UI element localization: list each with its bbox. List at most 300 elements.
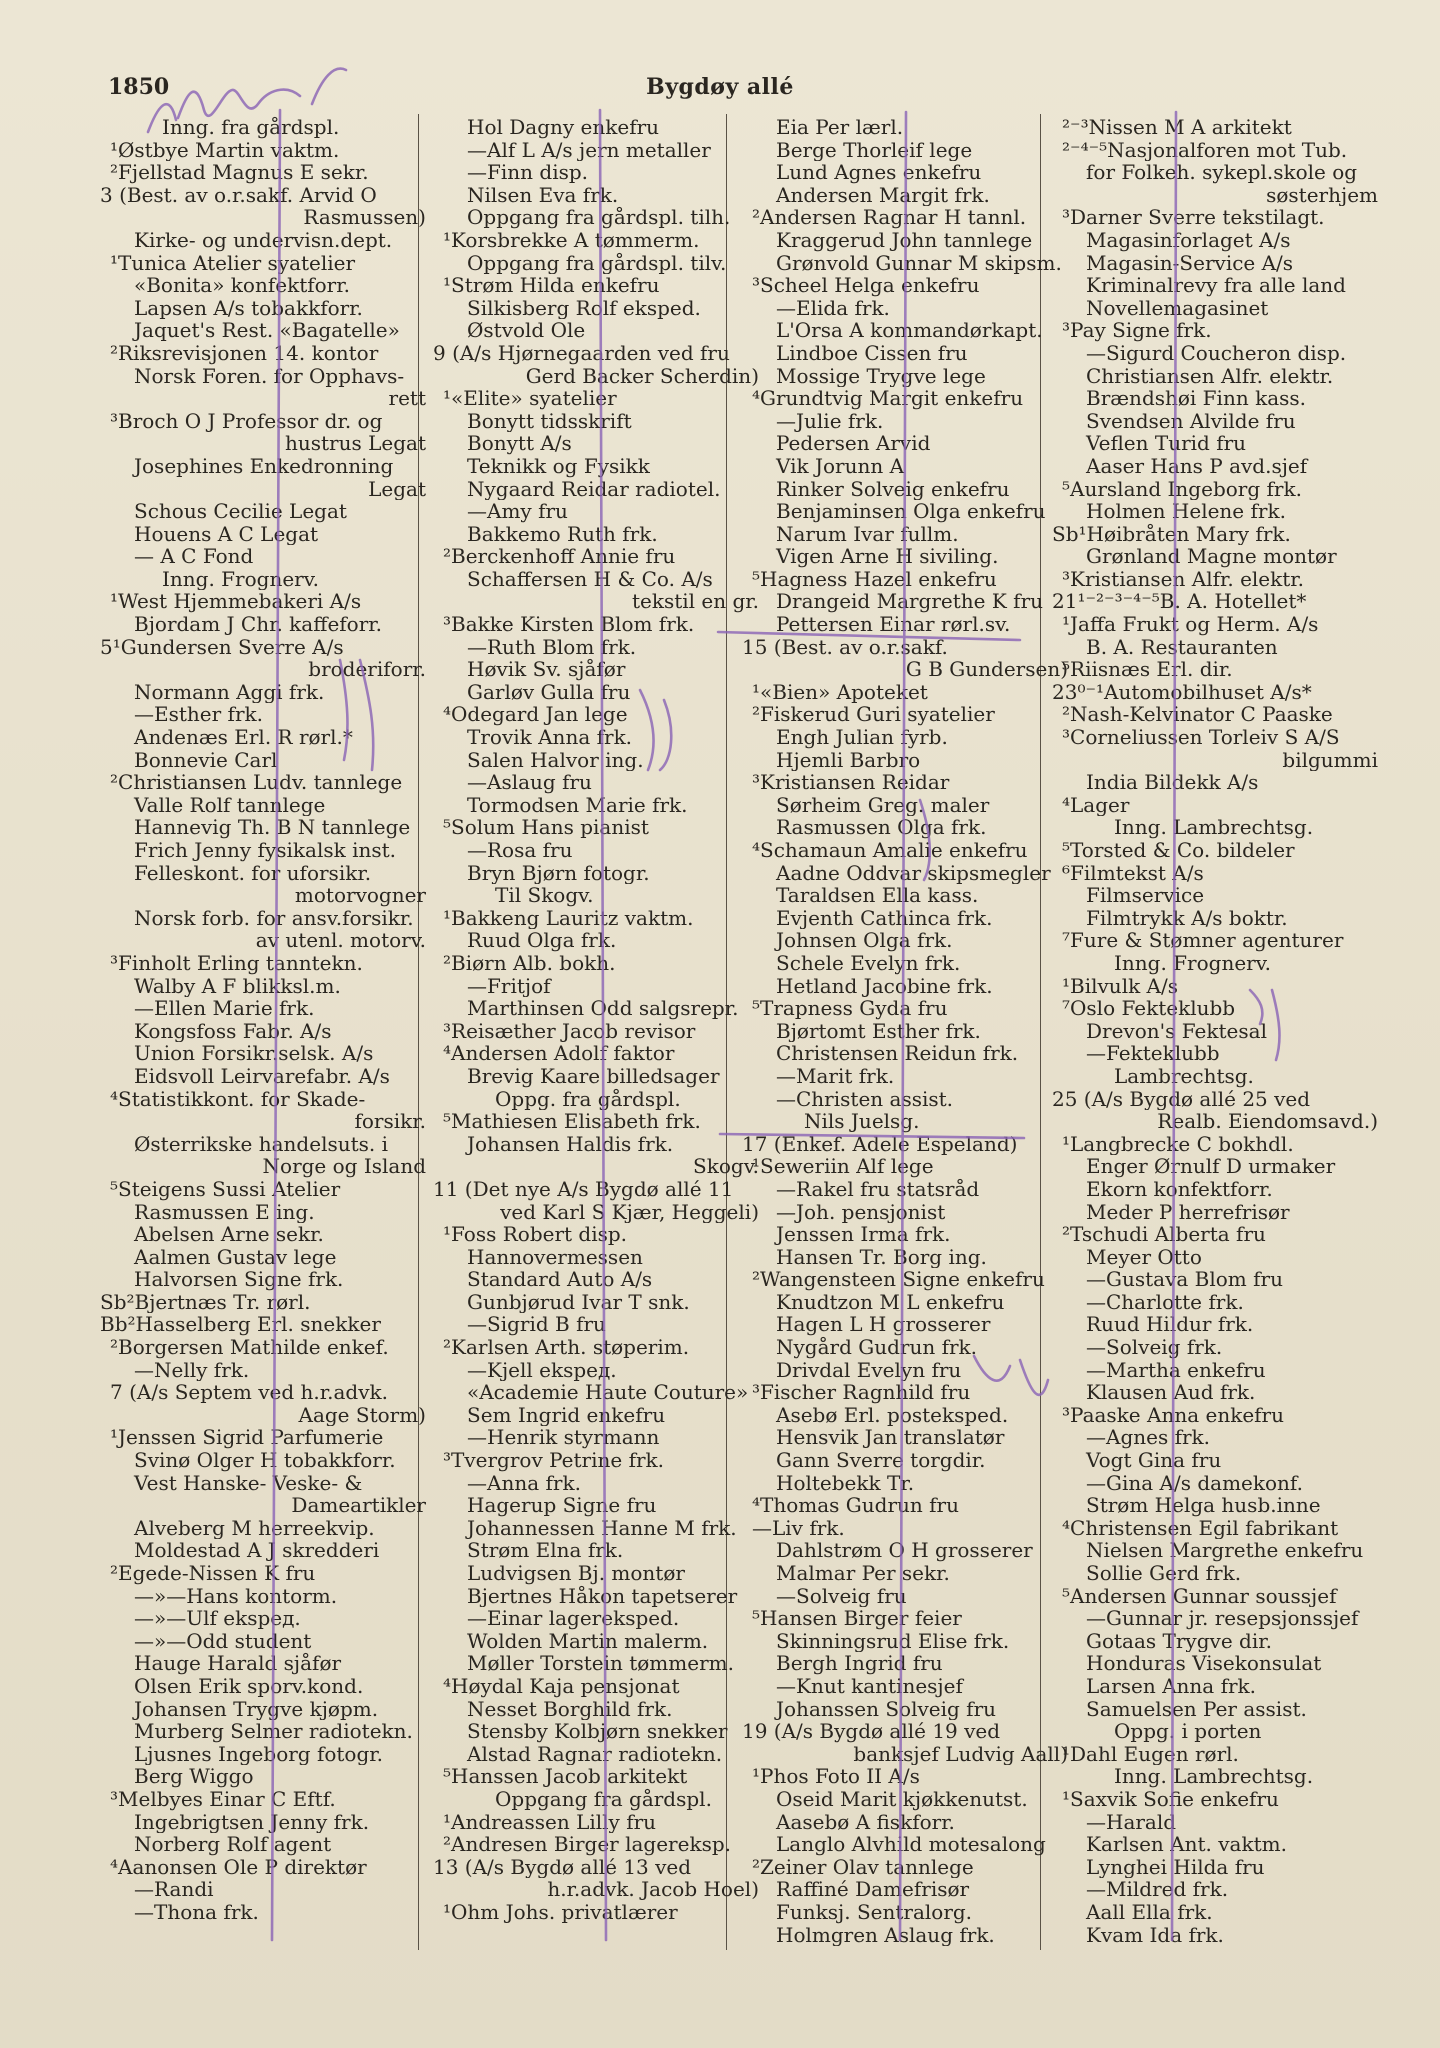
directory-entry: Lambrechtsg.	[1114, 1064, 1254, 1088]
directory-entry: ⁴Odegard Jan lege	[443, 703, 628, 727]
directory-entry: ¹Korsbrekke A tømmerm.	[443, 228, 700, 252]
directory-entry: —Solveig fru	[776, 1584, 907, 1608]
directory-entry: tekstil en gr.	[631, 590, 759, 614]
directory-entry: Houens A C Legat	[134, 522, 319, 546]
directory-entry: 17 (Enkef. Adele Espeland)	[742, 1132, 1018, 1156]
directory-entry: Kirke- og undervisn.dept.	[134, 228, 393, 252]
directory-entry: ⁵Andersen Gunnar soussjef	[1062, 1584, 1337, 1608]
directory-entry: Gann Sverre torgdir.	[776, 1449, 986, 1472]
directory-entry: Bryn Bjørn fotogr.	[467, 861, 650, 885]
directory-entry: Schele Evelyn frk.	[776, 951, 961, 975]
directory-entry: Oppgang fra gårdspl. tilv.	[467, 251, 727, 275]
directory-entry: ³Bakke Kirsten Blom frk.	[443, 613, 695, 636]
directory-entry: —Solveig frk.	[1086, 1336, 1223, 1359]
directory-entry: Bergh Ingrid fru	[776, 1652, 943, 1675]
directory-entry: ¹Saxvik Sofie enkefru	[1062, 1787, 1279, 1811]
directory-entry: ²Christiansen Ludv. tannlege	[110, 771, 403, 794]
directory-entry: Magasin-Service A/s	[1086, 251, 1294, 275]
directory-entry: Stensby Kolbjørn snekker	[467, 1720, 728, 1743]
directory-entry: —Nelly frk.	[134, 1358, 250, 1382]
directory-entry: Bjørtomt Esther frk.	[776, 1019, 981, 1043]
directory-entry: Ljusnes Ingeborg fotogr.	[134, 1742, 383, 1766]
directory-entry: —Agnes frk.	[1086, 1426, 1211, 1450]
directory-entry: —Charlotte frk.	[1086, 1290, 1244, 1314]
directory-entry: av utenl. motorv.	[255, 929, 426, 952]
directory-entry: Samuelsen Per assist.	[1086, 1697, 1307, 1721]
directory-entry: Holtebekk Tr.	[776, 1471, 915, 1495]
directory-entry: Felleskont. for uforsikr.	[134, 861, 372, 885]
directory-entry: G B Gundersen)	[905, 658, 1068, 681]
directory-entry: motorvogner	[294, 884, 426, 907]
directory-entry: ²Karlsen Arth. støperim.	[443, 1336, 690, 1359]
directory-entry: Magasinforlaget A/s	[1086, 228, 1291, 252]
directory-entry: —Gustava Blom fru	[1086, 1268, 1283, 1291]
directory-entry: —Finn disp.	[467, 161, 589, 184]
directory-entry: Grønland Magne montør	[1086, 545, 1337, 568]
directory-entry: bilgummi	[1282, 748, 1378, 772]
directory-entry: Sem Ingrid enkefru	[467, 1403, 666, 1427]
directory-entry: India Bildekk A/s	[1086, 771, 1259, 794]
directory-entry: Bonytt A/s	[467, 432, 572, 455]
directory-entry: ²Andresen Birger lagereksp.	[443, 1833, 731, 1856]
directory-entry: Inng. fra gårdspl.	[162, 116, 340, 139]
directory-entry: —Marit frk.	[776, 1064, 895, 1088]
directory-entry: Kvam Ida frk.	[1086, 1923, 1224, 1946]
directory-entry: Evjenth Cathinca frk.	[776, 906, 993, 930]
directory-entry: Norberg Rolf agent	[134, 1833, 332, 1856]
directory-entry: Hjemli Barbro	[776, 748, 921, 772]
directory-entry: Nilsen Eva frk.	[467, 183, 619, 207]
directory-entry: Union Forsikr.selsk. A/s	[134, 1042, 374, 1065]
directory-entry: —Liv frk.	[752, 1516, 845, 1540]
directory-entry: Larsen Anna frk.	[1086, 1674, 1257, 1698]
directory-entry: Silkisberg Rolf eksped.	[467, 296, 701, 320]
directory-entry: —»—Ulf ekspeд.	[134, 1607, 301, 1630]
directory-entry: ³Darner Sverre tekstilagt.	[1062, 206, 1325, 229]
directory-entry: Meyer Otto	[1086, 1245, 1202, 1269]
directory-entry: Johannessen Hanne M frk.	[467, 1516, 737, 1540]
directory-entry: Salen Halvor ing.	[467, 748, 644, 772]
directory-entry: ¹«Elite» syatelier	[443, 387, 617, 410]
directory-entry: Filmservice	[1086, 884, 1205, 907]
directory-entry: Svinø Olger H tobakkforr.	[134, 1449, 396, 1472]
directory-entry: «Bonita» konfektforr.	[134, 274, 350, 297]
directory-entry: Schous Cecilie Legat	[134, 500, 347, 523]
directory-entry: ³Kristiansen Reidar	[752, 771, 950, 794]
directory-entry: —Kjell ekspeд.	[467, 1358, 617, 1382]
directory-column-2	[433, 116, 763, 1946]
directory-entry: ¹West Hjemmebakeri A/s	[110, 590, 362, 614]
directory-entry: Andersen Margit frk.	[776, 183, 990, 207]
directory-entry: Ludvigsen Bj. montør	[467, 1562, 685, 1585]
directory-entry: Skinningsrud Elise frk.	[776, 1629, 1010, 1653]
directory-entry: ⁷Oslo Fekteklubb	[1062, 997, 1236, 1020]
directory-entry: Garløv Gulla fru	[467, 680, 631, 704]
directory-entry: ⁴Schamaun Amalie enkefru	[752, 839, 1028, 862]
directory-entry: — A C Fond	[134, 545, 254, 568]
directory-entry: Alveberg M herreekvip.	[134, 1516, 375, 1540]
directory-entry: Jaquet's Rest. «Bagatelle»	[134, 319, 400, 342]
directory-entry: Norsk Foren. for Opphavs-	[134, 364, 405, 388]
directory-entry: Lund Agnes enkefru	[776, 161, 982, 184]
directory-entry: ²Wangensteen Signe enkefru	[752, 1268, 1045, 1291]
directory-entry: Holmen Helene frk.	[1086, 500, 1286, 523]
directory-entry: 9 (A/s Hjørnegaarden ved fru	[433, 341, 730, 365]
directory-entry: Trovik Anna frk.	[467, 726, 633, 749]
directory-entry: h.r.advk. Jacob Hoel)	[547, 1878, 759, 1901]
directory-entry: ⁵Torsted & Co. bildeler	[1062, 839, 1295, 862]
directory-entry: ²Biørn Alb. bokh.	[443, 951, 616, 975]
directory-entry: 21¹⁻²⁻³⁻⁴⁻⁵B. A. Hotellet*	[1052, 590, 1307, 614]
directory-entry: L'Orsa A kommandørkapt.	[776, 319, 1043, 342]
directory-entry: Strøm Elna frk.	[467, 1539, 624, 1562]
directory-entry: Realb. Eiendomsavd.)	[1157, 1110, 1378, 1133]
directory-entry: Høvik Sv. sjåfør	[467, 658, 626, 681]
directory-entry: Engh Julian fyrb.	[776, 726, 948, 749]
directory-entry: Josephines Enkedronning	[134, 454, 394, 478]
directory-entry: ⁵Riisnæs Erl. dir.	[1062, 658, 1233, 681]
directory-entry: Honduras Visekonsulat	[1086, 1652, 1322, 1675]
directory-entry: Asebø Erl. posteksped.	[776, 1403, 1009, 1427]
directory-column-1	[100, 116, 430, 1946]
directory-entry: ⁴Aanonsen Ole P direktør	[110, 1855, 367, 1879]
directory-entry: ²⁻³Nissen M A arkitekt	[1062, 116, 1292, 139]
directory-entry: ²Nash-Kelvinator C Paaske	[1062, 703, 1333, 727]
directory-entry: Marthinsen Odd salgsrepr.	[467, 997, 739, 1020]
directory-entry: Kongsfoss Fabr. A/s	[134, 1019, 332, 1043]
directory-entry: ³Melbyes Einar C Eftf.	[110, 1787, 336, 1811]
directory-entry: Hauge Harald sjåfør	[134, 1652, 342, 1675]
directory-entry: Hannevig Th. B N tannlege	[134, 816, 411, 839]
directory-entry: Oppgang fra gårdspl. tilh.	[467, 206, 731, 229]
directory-entry: Hagen L H grosserer	[776, 1313, 991, 1337]
directory-entry: Vigen Arne H siviling.	[776, 545, 999, 568]
directory-entry: Hensvik Jan translatør	[776, 1426, 1005, 1450]
directory-entry: Til Skogv.	[495, 884, 594, 907]
directory-entry: Karlsen Ant. vaktm.	[1086, 1833, 1287, 1856]
directory-entry: Kraggerud John tannlege	[776, 228, 1033, 252]
directory-entry: Johansen Haldis frk.	[467, 1132, 674, 1156]
directory-entry: Oseid Marit kjøkkenutst.	[776, 1787, 1028, 1811]
directory-entry: Standard Auto A/s	[467, 1268, 653, 1291]
directory-entry: Johansen Trygve kjøpm.	[134, 1697, 379, 1721]
directory-entry: Holmgren Aslaug frk.	[776, 1923, 995, 1946]
directory-entry: Nesset Borghild frk.	[467, 1697, 673, 1721]
directory-entry: —Esther frk.	[134, 703, 263, 727]
directory-entry: Ruud Olga frk.	[467, 929, 617, 952]
directory-entry: Norge og Island	[262, 1155, 426, 1178]
directory-entry: ³Fischer Ragnhild fru	[752, 1381, 971, 1404]
directory-entry: Langlo Alvhild motesalong	[776, 1833, 1046, 1856]
directory-entry: Berg Wiggo	[134, 1765, 254, 1788]
directory-entry: Mossige Trygve lege	[776, 364, 986, 388]
directory-entry: Nils Juelsg.	[804, 1110, 920, 1133]
directory-entry: —Julie frk.	[776, 409, 884, 433]
directory-entry: Østerrikske handelsuts. i	[134, 1132, 389, 1156]
directory-entry: Christensen Reidun frk.	[776, 1042, 1019, 1065]
directory-entry: forsikr.	[354, 1110, 426, 1133]
directory-entry: ²Riksrevisjonen 14. kontor	[110, 341, 379, 365]
directory-entry: Brændshøi Finn kass.	[1086, 387, 1306, 410]
directory-entry: Ruud Hildur frk.	[1086, 1313, 1254, 1337]
directory-entry: Abelsen Arne sekr.	[134, 1223, 324, 1246]
directory-entry: ³Reisæther Jacob revisor	[443, 1019, 696, 1043]
directory-entry: Brevig Kaare billedsager	[467, 1064, 720, 1088]
directory-column-3	[742, 116, 1072, 1946]
directory-entry: Drangeid Margrethe K fru	[776, 590, 1044, 614]
directory-entry: —Einar lagereksped.	[467, 1607, 680, 1630]
directory-entry: Valle Rolf tannlege	[134, 793, 326, 817]
directory-entry: ¹Seweriin Alf lege	[752, 1155, 934, 1178]
directory-entry: Hagerup Signe fru	[467, 1494, 657, 1517]
directory-entry: ⁵Steigens Sussi Atelier	[110, 1177, 341, 1201]
directory-entry: ⁵Solum Hans pianist	[443, 816, 649, 839]
directory-entry: Sb²Bjertnæs Tr. rørl.	[100, 1290, 311, 1314]
directory-entry: Narum Ivar fullm.	[776, 522, 959, 546]
directory-entry: —Harald	[1086, 1810, 1177, 1834]
directory-entry: Strøm Helga husb.inne	[1086, 1494, 1321, 1517]
directory-entry: Aaser Hans P avd.sjef	[1086, 454, 1308, 478]
directory-entry: ⁵Hanssen Jacob arkitekt	[443, 1765, 688, 1788]
page-header	[0, 70, 1440, 110]
directory-entry: «Academie Haute Couture»	[467, 1381, 749, 1404]
directory-entry: Aalmen Gustav lege	[134, 1245, 337, 1269]
directory-entry: Inng. Frognerv.	[162, 567, 320, 591]
directory-entry: broderiforr.	[308, 658, 426, 681]
directory-entry: —Rakel fru statsråd	[776, 1177, 980, 1201]
directory-entry: ⁴Christensen Egil fabrikant	[1062, 1516, 1339, 1540]
directory-entry: søsterhjem	[1266, 183, 1378, 207]
directory-entry: —»—Odd student	[134, 1629, 312, 1653]
directory-entry: 3 (Best. av o.r.sakf. Arvid O	[100, 183, 377, 207]
directory-entry: Wolden Martin malerm.	[467, 1629, 709, 1653]
directory-entry: for Folkeh. sykepl.skole og	[1086, 161, 1358, 184]
directory-entry: ²Egede-Nissen K fru	[110, 1562, 316, 1585]
directory-entry: Rasmussen)	[303, 206, 426, 229]
directory-entry: Veflen Turid fru	[1086, 432, 1247, 455]
directory-entry: ²Berckenhoff Annie fru	[443, 545, 676, 568]
directory-entry: Gerd Backer Scherdin)	[525, 364, 759, 388]
directory-entry: Alstad Ragnar radiotekn.	[467, 1742, 723, 1766]
directory-entry: ⁴Lager	[1062, 793, 1130, 817]
directory-entry: ²⁻⁴⁻⁵Nasjonalforen mot Tub.	[1062, 138, 1348, 162]
directory-entry: Dahlstrøm O H grosserer	[776, 1539, 1033, 1562]
directory-entry: Hol Dagny enkefru	[467, 116, 660, 139]
page-title: Bygdøy allé	[646, 74, 794, 100]
directory-entry: ¹Bakkeng Lauritz vaktm.	[443, 906, 694, 930]
directory-entry: ⁵Mathiesen Elisabeth frk.	[443, 1110, 701, 1133]
directory-entry: Aall Ella frk.	[1086, 1900, 1213, 1924]
directory-entry: Oppg. i porten	[1114, 1720, 1262, 1743]
directory-entry: Hansen Tr. Borg ing.	[776, 1245, 987, 1269]
directory-entry: ⁴Grundtvig Margit enkefru	[752, 387, 1024, 410]
directory-entry: Aasebø A fiskforr.	[776, 1810, 955, 1834]
directory-entry: Drevon's Fektesal	[1086, 1019, 1267, 1043]
directory-entry: —Knut kantinesjef	[776, 1674, 963, 1698]
directory-entry: ¹Foss Robert disp.	[443, 1223, 628, 1246]
directory-entry: Skogv.	[693, 1155, 759, 1178]
directory-entry: Hannovermessen	[467, 1245, 643, 1269]
directory-entry: ³Scheel Helga enkefru	[752, 274, 980, 297]
directory-entry: Rasmussen E ing.	[134, 1200, 315, 1224]
directory-entry: —Rosa fru	[467, 839, 573, 862]
directory-entry: Inng. Frognerv.	[1114, 951, 1272, 975]
directory-entry: Vik Jorunn A	[776, 454, 905, 478]
directory-entry: Knudtzon M L enkefru	[776, 1290, 1005, 1314]
directory-entry: ¹Ohm Johs. privatlærer	[443, 1900, 678, 1924]
directory-entry: ²Fiskerud Guri syatelier	[752, 703, 995, 727]
directory-entry: hustrus Legat	[284, 432, 426, 455]
directory-entry: ³Broch O J Professor dr. og	[110, 409, 383, 433]
directory-entry: Nielsen Margrethe enkefru	[1086, 1539, 1364, 1562]
directory-entry: Halvorsen Signe frk.	[134, 1268, 344, 1291]
directory-entry: 25 (A/s Bygdø allé 25 ved	[1052, 1087, 1311, 1111]
directory-entry: Aage Storm)	[298, 1403, 426, 1427]
directory-entry: ²Zeiner Olav tannlege	[752, 1855, 974, 1879]
directory-entry: ⁴Thomas Gudrun fru	[752, 1494, 959, 1517]
directory-entry: Drivdal Evelyn fru	[776, 1358, 962, 1382]
directory-entry: Sb¹Høibråten Mary frk.	[1052, 522, 1291, 546]
directory-entry: Klausen Aud frk.	[1086, 1381, 1256, 1404]
directory-entry: Hetland Jacobine frk.	[776, 974, 993, 998]
directory-entry: Olsen Erik sporv.kond.	[134, 1674, 364, 1698]
directory-entry: Oppgang fra gårdspl.	[495, 1787, 712, 1811]
directory-entry: —Ruth Blom frk.	[467, 635, 637, 659]
directory-entry: Taraldsen Ella kass.	[776, 884, 979, 907]
directory-entry: Vest Hanske- Veske- &	[134, 1471, 363, 1495]
directory-entry: Nygaard Reidar radiotel.	[467, 477, 721, 501]
directory-entry: ved Karl S Kjær, Heggeli)	[500, 1200, 759, 1224]
directory-entry: Oppg. fra gårdspl.	[495, 1087, 681, 1111]
directory-entry: Bjordam J Chr. kaffeforr.	[134, 613, 382, 636]
directory-entry: ¹Langbrecke C bokhdl.	[1062, 1132, 1294, 1156]
directory-entry: ¹Jenssen Sigrid Parfumerie	[110, 1426, 384, 1450]
directory-entry: Ekorn konfektforr.	[1086, 1177, 1273, 1201]
directory-entry: Ingebrigtsen Jenny frk.	[134, 1810, 370, 1834]
directory-entry: Christiansen Alfr. elektr.	[1086, 364, 1334, 388]
directory-entry: ²Tschudi Alberta fru	[1062, 1223, 1266, 1246]
directory-entry: ¹Strøm Hilda enkefru	[443, 274, 660, 297]
directory-entry: —Mildred frk.	[1086, 1878, 1229, 1901]
directory-entry: —Thona frk.	[134, 1900, 259, 1924]
directory-entry: —Gina A/s damekonf.	[1086, 1471, 1303, 1495]
directory-entry: —Gunnar jr. resepsjonssjef	[1086, 1607, 1359, 1630]
directory-entry: Novellemagasinet	[1086, 296, 1269, 320]
directory-entry: Teknikk og Fysikk	[467, 454, 650, 478]
directory-entry: 13 (A/s Bygdø allé 13 ved	[433, 1855, 692, 1879]
directory-entry: Bjertnes Håkon tapetserer	[467, 1584, 738, 1608]
directory-entry: Normann Aggi frk.	[134, 680, 325, 704]
directory-entry: ³Pay Signe frk.	[1062, 319, 1212, 342]
directory-entry: ¹Andreassen Lilly fru	[443, 1810, 657, 1834]
directory-entry: ¹Phos Foto II A/s	[752, 1765, 920, 1788]
directory-entry: —»—Hans kontorm.	[134, 1584, 338, 1608]
directory-entry: —Randi	[134, 1878, 214, 1901]
directory-entry: Bakkemo Ruth frk.	[467, 522, 658, 546]
directory-entry: 7 (A/s Septem ved h.r.advk.	[110, 1381, 388, 1404]
directory-entry: Sollie Gerd frk.	[1086, 1562, 1242, 1585]
directory-entry: banksjef Ludvig Aall)	[853, 1742, 1068, 1766]
directory-entry: Bonnevie Carl	[134, 748, 278, 772]
directory-entry: Malmar Per sekr.	[776, 1562, 950, 1585]
directory-entry: Moldestad A J skredderi	[134, 1539, 380, 1562]
directory-entry: Aadne Oddvar skipsmegler	[776, 861, 1051, 885]
directory-entry: Bonytt tidsskrift	[467, 409, 632, 433]
directory-entry: Rasmussen Olga frk.	[776, 816, 987, 839]
directory-entry: Walby A F blikksl.m.	[134, 974, 341, 998]
directory-entry: Filmtrykk A/s boktr.	[1086, 906, 1288, 930]
directory-entry: Inng. Lambrechtsg.	[1114, 1765, 1314, 1788]
directory-entry: Legat	[368, 477, 426, 501]
directory-entry: Møller Torstein tømmerm.	[467, 1652, 734, 1675]
directory-entry: ¹Dahl Eugen rørl.	[1062, 1742, 1239, 1766]
directory-entry: —Fekteklubb	[1086, 1042, 1220, 1065]
directory-entry: Raffiné Damefrisør	[776, 1878, 970, 1901]
directory-entry: ³Finholt Erling tanntekn.	[110, 951, 363, 975]
directory-entry: ²Fjellstad Magnus E sekr.	[110, 161, 369, 184]
directory-entry: —Amy fru	[467, 500, 568, 523]
directory-entry: Lapsen A/s tobakkforr.	[134, 296, 363, 320]
directory-entry: Jenssen Irma frk.	[776, 1223, 951, 1246]
directory-entry: Andenæs Erl. R rørl.*	[134, 726, 353, 749]
directory-entry: Johnsen Olga frk.	[776, 929, 953, 952]
directory-entry: Østvold Ole	[467, 319, 586, 342]
directory-entry: Vogt Gina fru	[1086, 1449, 1222, 1472]
directory-entry: Gunbjørud Ivar T snk.	[467, 1290, 690, 1314]
directory-entry: Grønvold Gunnar M skipsm.	[776, 251, 1062, 275]
directory-entry: 11 (Det nye A/s Bygdø allé 11	[433, 1177, 734, 1201]
directory-entry: ⁶Filmtekst A/s	[1062, 861, 1204, 885]
directory-entry: ⁵Aursland Ingeborg frk.	[1062, 477, 1302, 501]
directory-entry: ³Tvergrov Petrine frk.	[443, 1449, 665, 1472]
directory-entry: ⁴Høydal Kaja pensjonat	[443, 1674, 680, 1698]
directory-entry: Kriminalrevy fra alle land	[1086, 274, 1346, 297]
directory-entry: Berge Thorleif lege	[776, 138, 973, 162]
directory-entry: Meder P herrefrisør	[1086, 1200, 1290, 1224]
directory-entry: ¹Jaffa Frukt og Herm. A/s	[1062, 613, 1319, 636]
page-number: 1850	[108, 74, 170, 100]
directory-entry: —Sigrid B fru	[467, 1313, 606, 1337]
directory-entry: Frich Jenny fysikalsk inst.	[134, 839, 397, 862]
directory-entry: Tormodsen Marie frk.	[467, 793, 688, 817]
directory-entry: —Anna frk.	[467, 1471, 581, 1495]
directory-entry: Lynghei Hilda fru	[1086, 1855, 1265, 1879]
directory-entry: 5¹Gundersen Sverre A/s	[100, 635, 344, 659]
directory-entry: ⁵Trapness Gyda fru	[752, 997, 948, 1020]
directory-entry: Johanssen Solveig fru	[776, 1697, 997, 1721]
directory-entry: B. A. Restauranten	[1086, 635, 1278, 659]
directory-entry: Norsk forb. for ansv.forsikr.	[134, 906, 414, 930]
directory-entry: Schaffersen H & Co. A/s	[467, 567, 713, 591]
directory-entry: ¹Bilvulk A/s	[1062, 974, 1179, 998]
directory-entry: Eia Per lærl.	[776, 116, 904, 139]
directory-entry: —Martha enkefru	[1086, 1358, 1266, 1382]
directory-column-4	[1052, 116, 1382, 1946]
directory-entry: —Ellen Marie frk.	[134, 997, 315, 1020]
directory-entry: —Christen assist.	[776, 1087, 954, 1111]
directory-entry: ³Paaske Anna enkefru	[1062, 1403, 1285, 1427]
directory-entry: —Henrik styrmann	[467, 1426, 660, 1450]
directory-entry: —Alf L A/s jern metaller	[467, 138, 711, 162]
directory-entry: Eidsvoll Leirvarefabr. A/s	[134, 1064, 390, 1088]
directory-entry: Enger Ørnulf D urmaker	[1086, 1155, 1336, 1178]
directory-entry: Inng. Lambrechtsg.	[1114, 816, 1314, 839]
directory-entry: Funksj. Sentralorg.	[776, 1900, 973, 1924]
directory-entry: Svendsen Alvilde fru	[1086, 409, 1296, 433]
directory-entry: 19 (A/s Bygdø allé 19 ved	[742, 1720, 1001, 1743]
directory-entry: —Joh. pensjonist	[776, 1200, 946, 1224]
directory-entry: Bb²Hasselberg Erl. snekker	[100, 1313, 381, 1337]
